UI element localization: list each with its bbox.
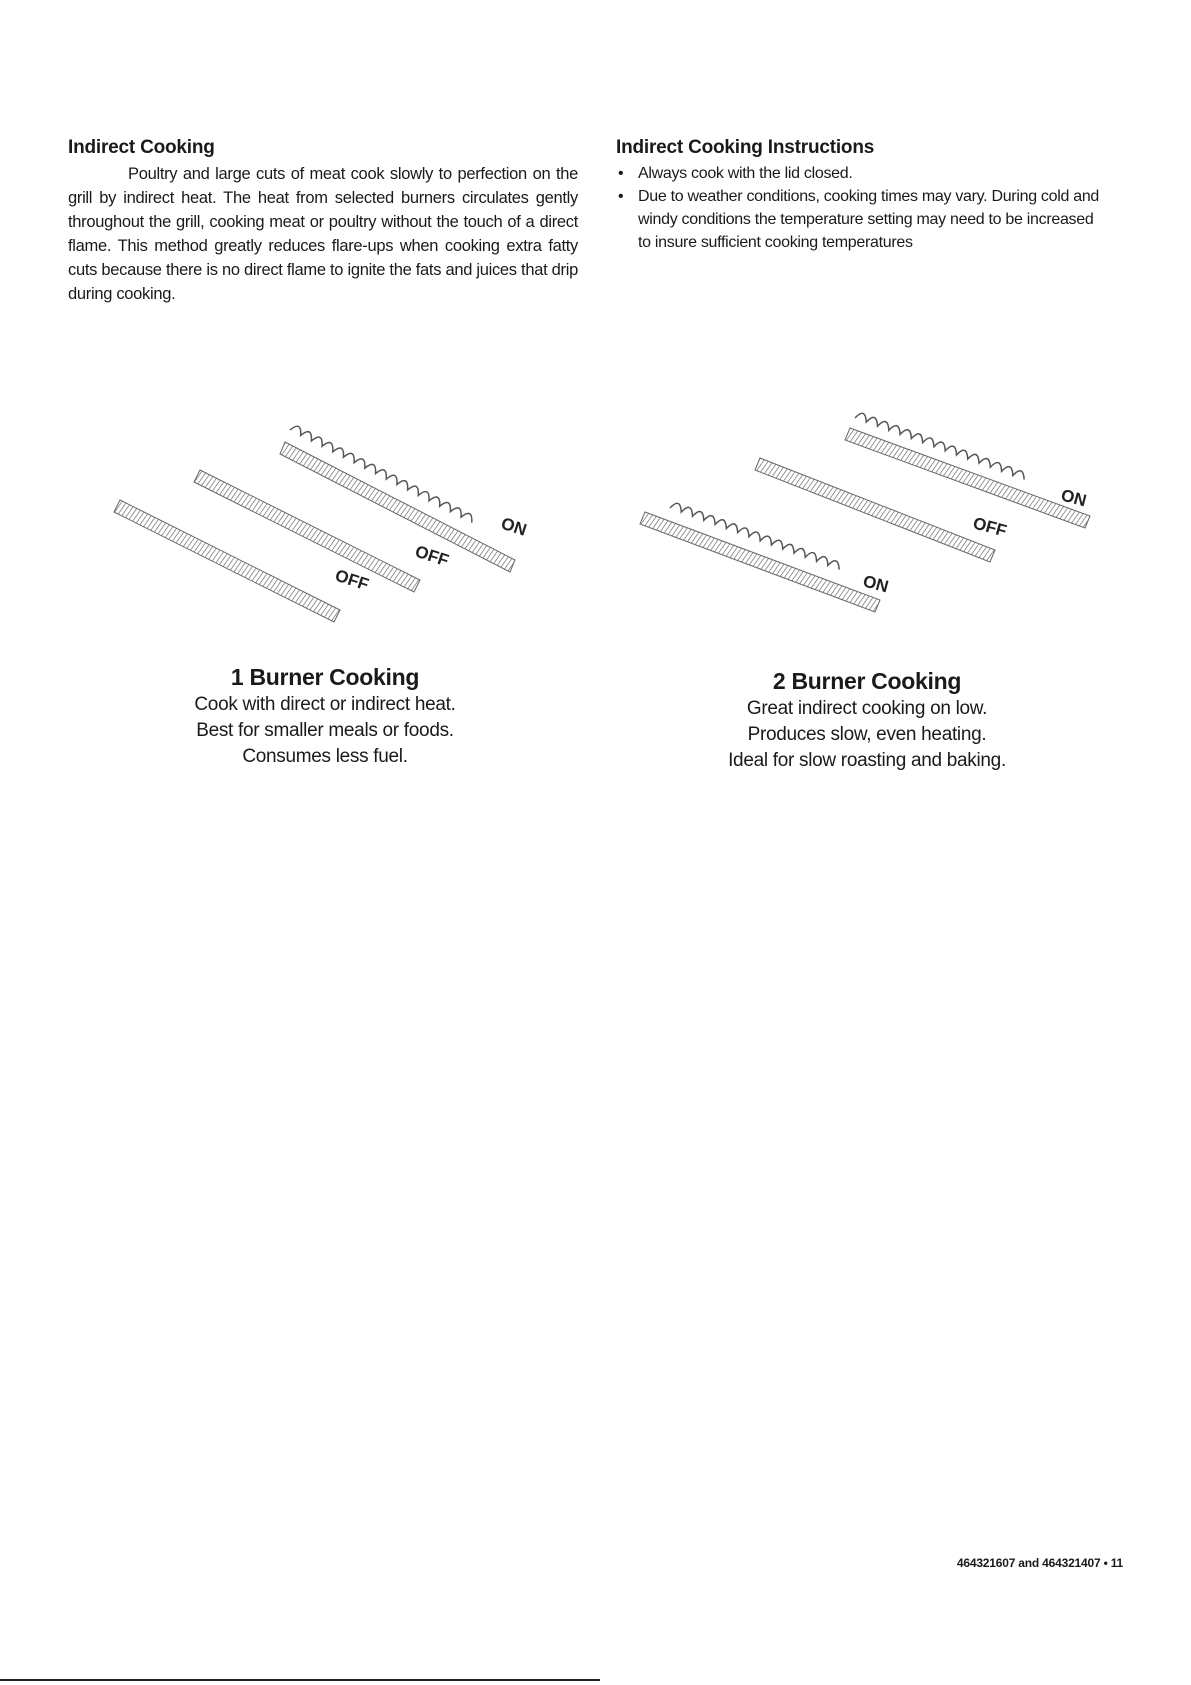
burner-status-label: OFF (970, 513, 1009, 541)
burner-status-label: ON (860, 571, 891, 597)
two-burner-caption (692, 666, 1042, 774)
one-burner-diagram (100, 400, 560, 640)
section-heading-instructions: Indirect Cooking Instructions (616, 137, 875, 158)
burner-status-label: ON (498, 513, 529, 540)
caption-title: 1 Burner Cooking (230, 664, 420, 690)
burner-status-label: ON (1058, 485, 1089, 511)
burner-tube-icon (640, 501, 880, 612)
burner-tube-icon (280, 424, 515, 572)
caption-title: 2 Burner Cooking (772, 668, 962, 694)
caption-line: Best for smaller meals or foods. (196, 720, 454, 741)
burner-status-label: OFF (332, 565, 371, 595)
bullet-text: Due to weather conditions, cooking times may vary. During cold and windy conditions the temperature setting may need to be increased to insure sufficient cooking temperatures (638, 188, 1100, 251)
burner-tube-icon (114, 500, 340, 622)
caption-line: Great indirect cooking on low. (746, 698, 988, 719)
indirect-cooking-paragraph: Poultry and large cuts of meat cook slowly to perfection on the grill by indirect heat. The heat from selected burners circulates gently throughout the grill, cooking meat or poultry without the touch of a direct flame. This method greatly reduces flare-ups when cooking extra fatty cuts because there is no direct flame to ignite the fats and juices that drip during cooking. (68, 165, 578, 303)
caption-line: Produces slow, even heating. (747, 724, 987, 745)
bottom-rule (0, 1679, 600, 1681)
caption-line: Consumes less fuel. (242, 746, 408, 767)
one-burner-caption (150, 662, 500, 770)
burner-status-label: OFF (412, 541, 451, 571)
caption-line: Cook with direct or indirect heat. (194, 694, 456, 715)
list-item (616, 185, 1106, 254)
section-heading-indirect-cooking: Indirect Cooking (68, 137, 215, 158)
bullet-text: Always cook with the lid closed. (638, 165, 853, 182)
instructions-list (616, 162, 1106, 254)
caption-line: Ideal for slow roasting and baking. (728, 750, 1006, 771)
bullet-icon: • (618, 188, 624, 205)
list-item (616, 162, 1106, 185)
page-footer: 464321607 and 464321407 • 11 (956, 1556, 1123, 1570)
bullet-icon: • (618, 165, 624, 182)
two-burner-diagram (630, 400, 1110, 640)
burner-tube-icon (194, 470, 420, 592)
